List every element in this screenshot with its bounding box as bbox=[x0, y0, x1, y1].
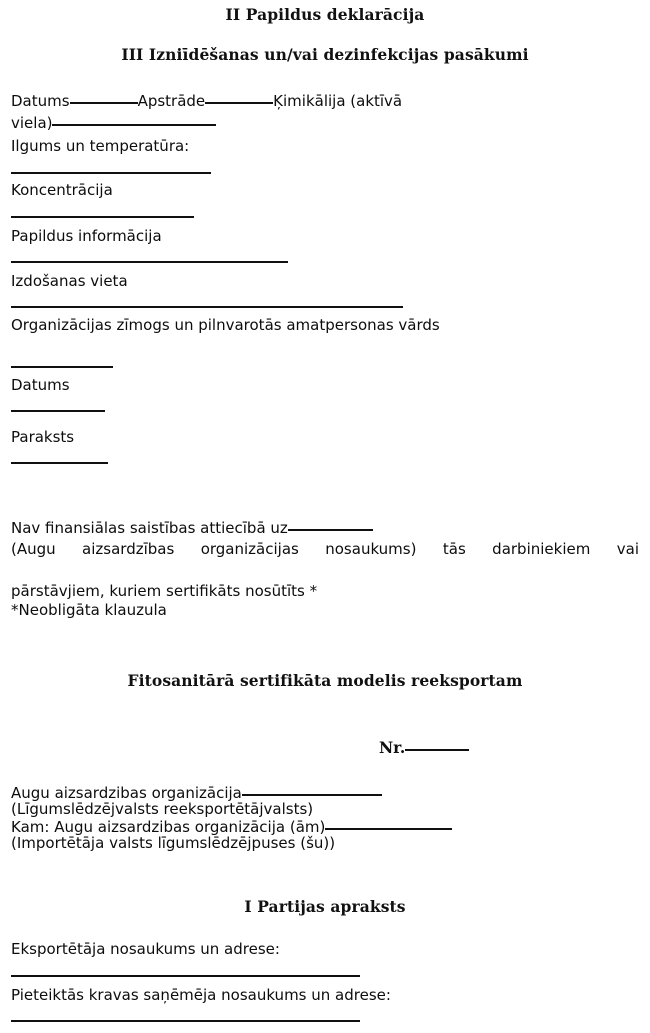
certificate-number-line bbox=[379, 738, 469, 757]
blank-liability-entity[interactable] bbox=[288, 518, 373, 531]
blank-addressee[interactable] bbox=[325, 817, 452, 830]
label-date: Datums bbox=[11, 92, 70, 110]
label-certificate-number: Nr. bbox=[379, 738, 406, 757]
label-liability-intro: Nav finansiālas saistības attiecībā uz bbox=[11, 519, 288, 537]
blank-date[interactable] bbox=[70, 91, 138, 104]
label-signature-field: Paraksts bbox=[11, 428, 75, 446]
rule-exporter[interactable] bbox=[11, 975, 360, 977]
blank-organization[interactable] bbox=[242, 783, 382, 796]
liability-clause-intro-line bbox=[11, 518, 373, 537]
rule-date-field[interactable] bbox=[11, 366, 113, 368]
label-organization: Augu aizsardzibas organizācija bbox=[11, 784, 242, 802]
blank-treatment[interactable] bbox=[205, 91, 273, 104]
blank-certificate-number[interactable] bbox=[405, 738, 469, 751]
liability-clause-body: (Augu aizsardzības organizācijas nosaukums) tās darbiniekiem vai bbox=[11, 540, 639, 558]
label-treatment: Apstrāde bbox=[137, 92, 206, 110]
label-additional-information: Papildus informācija bbox=[11, 227, 162, 245]
label-chemical: Ķimikālija (aktīvā bbox=[273, 92, 403, 110]
rule-place-of-issue[interactable] bbox=[11, 306, 403, 308]
treatment-line-active-substance bbox=[11, 113, 216, 132]
addressee-note: (Importētāja valsts līgumslēdzējpuses (šu)) bbox=[11, 834, 336, 852]
treatment-line-date-chemical bbox=[11, 91, 402, 110]
label-active-substance-cont: viela) bbox=[11, 114, 53, 132]
rule-signature-field[interactable] bbox=[11, 410, 105, 412]
liability-clause-footnote: *Neobligāta klauzula bbox=[11, 601, 167, 619]
rule-consignee[interactable] bbox=[11, 1020, 360, 1022]
rule-additional-information[interactable] bbox=[11, 261, 288, 263]
heading-fumigation-measures: III Izniīdēšanas un/vai dezinfekcijas pasākumi bbox=[121, 45, 529, 64]
label-consignee: Pieteiktās kravas saņēmēja nosaukums un adrese: bbox=[11, 986, 391, 1004]
rule-concentration[interactable] bbox=[11, 216, 194, 218]
rule-signature-blank[interactable] bbox=[11, 462, 108, 464]
label-duration-temperature: Ilgums un temperatūra: bbox=[11, 137, 190, 155]
label-concentration: Koncentrācija bbox=[11, 181, 113, 199]
liability-clause-body-continuation: pārstāvjiem, kuriem sertifikāts nosūtīts * bbox=[11, 582, 318, 600]
label-stamp-and-officer: Organizācijas zīmogs un pilnvarotās amatpersonas vārds bbox=[11, 316, 440, 334]
heading-consignment-description: I Partijas apraksts bbox=[244, 897, 406, 916]
rule-duration-temperature[interactable] bbox=[11, 172, 211, 174]
liability-clause-paragraph bbox=[11, 539, 639, 602]
heading-supplementary-declaration: II Papildus deklarācija bbox=[225, 5, 425, 24]
organization-note: (Līgumslēdzējvalsts reeksportētājvalsts) bbox=[11, 800, 314, 818]
blank-active-substance[interactable] bbox=[52, 113, 216, 126]
label-date-field: Datums bbox=[11, 376, 70, 394]
label-place-of-issue: Izdošanas vieta bbox=[11, 272, 128, 290]
label-addressee: Kam: Augu aizsardzibas organizācija (ām) bbox=[11, 818, 326, 836]
label-exporter: Eksportētāja nosaukums un adrese: bbox=[11, 940, 280, 958]
heading-reexport-model: Fitosanitārā sertifikāta modelis reeksportam bbox=[127, 671, 523, 690]
